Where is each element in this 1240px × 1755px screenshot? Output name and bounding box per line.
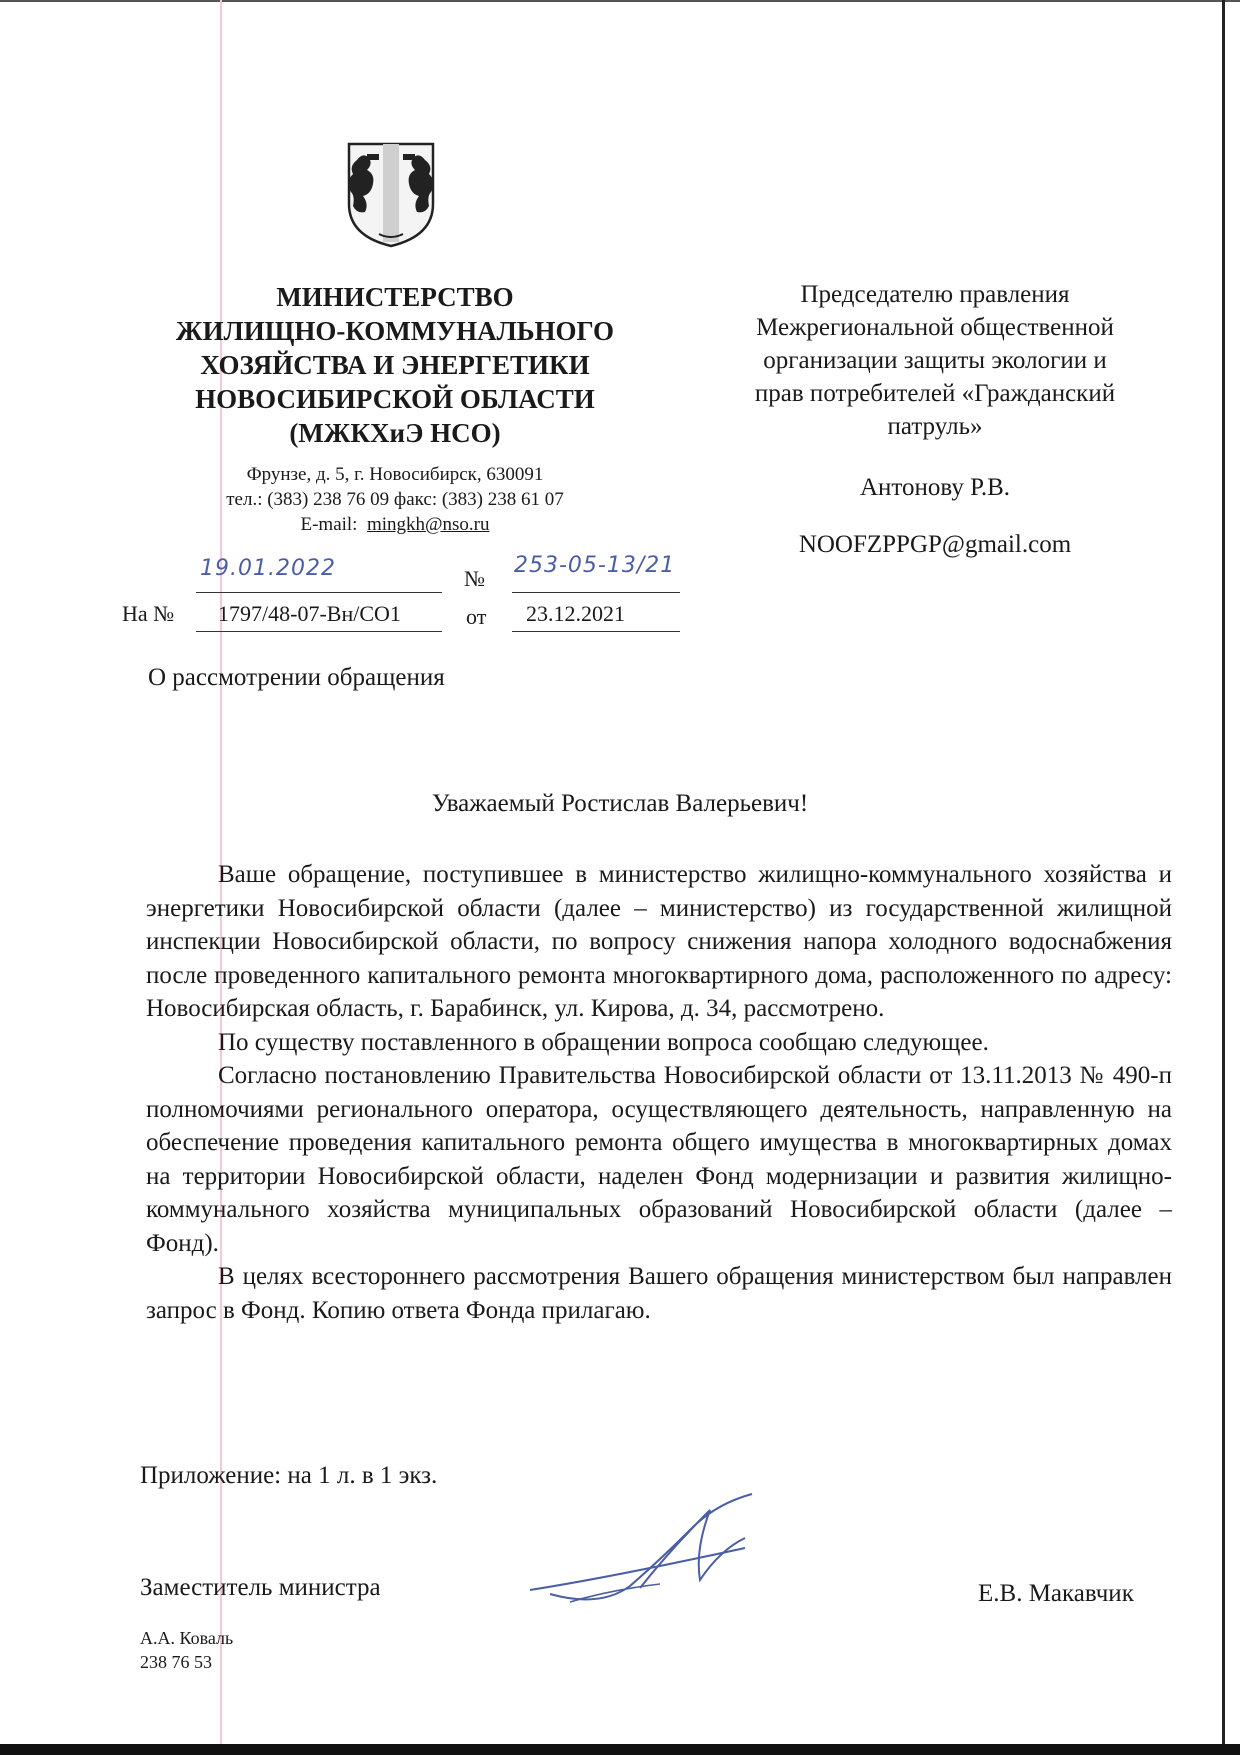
ministry-email-link[interactable]: mingkh@nso.ru [366,514,490,535]
executor-phone: 238 76 53 [140,1652,212,1672]
body-paragraph: По существу поставленного в обращении вопроса сообщаю следующее. [218,1028,989,1056]
executor-name: А.А. Коваль [140,1628,234,1648]
greeting: Уважаемый Ростислав Валерьевич! [431,790,809,817]
ref-date-underline [512,631,680,632]
ministry-line: НОВОСИБИРСКОЙ ОБЛАСТИ [195,384,595,414]
coat-of-arms-icon [345,140,437,250]
ministry-address: Фрунзе, д. 5, г. Новосибирск, 630091 [246,464,544,485]
addressee-line: прав потребителей «Гражданский [754,380,1116,407]
body-paragraph: Согласно постановлению Правительства Новосибирской области от 13.11.2013 № 490-п полномочиями регионального оператора, осуществляющего деятельность, направленную на обеспечение проведения капитального ремонта общего имущества в многоквартирных домах на территории Новосибирской области, наделен Фонд модернизации и развития жилищно-коммунального хозяйства муниципальных образований Новосибирской области (далее – Фонд). [146,1062,1172,1257]
outgoing-date-handwritten: 19.01.2022 [200,556,336,581]
ministry-line: ЖИЛИЩНО-КОММУНАЛЬНОГО [175,316,615,346]
letter-body [146,858,1172,1327]
addressee-block [700,278,1170,561]
reference-date: 23.12.2021 [526,601,625,626]
handwritten-signature [520,1490,770,1620]
subject-line: О рассмотрении обращения [148,664,445,691]
executor-block [140,1626,233,1674]
addressee-line: организации защиты экологии и [763,347,1107,374]
ministry-line: ХОЗЯЙСТВА И ЭНЕРГЕТИКИ [200,350,590,380]
addressee-line: Межрегиональной общественной [756,314,1114,341]
signatory-name: Е.В. Макавчик [978,1580,1134,1607]
date-underline [196,592,442,593]
email-label: E-mail: [300,514,358,535]
number-sign: № [464,566,485,591]
ministry-line: (МЖКХиЭ НСО) [289,418,501,448]
reference-number: 1797/48-07-Вн/СО1 [218,601,401,626]
from-label: от [466,604,487,629]
attachment-note: Приложение: на 1 л. в 1 экз. [140,1462,438,1489]
outgoing-number-handwritten: 253-05-13/21 [514,553,676,578]
scan-bottom-edge [0,1744,1240,1755]
reference-label: На № [122,601,175,626]
scan-top-edge [0,0,1240,2]
ministry-phone: тел.: (383) 238 76 09 факс: (383) 238 61 07 [226,489,564,510]
body-paragraph: В целях всестороннего рассмотрения Вашего обращения министерством был направлен запрос в Фонд. Копию ответа Фонда прилагаю. [146,1263,1172,1324]
signatory-position: Заместитель министра [140,1574,381,1601]
ministry-line: МИНИСТЕРСТВО [276,282,514,312]
addressee-line: патруль» [887,413,983,440]
ref-underline [196,631,442,632]
addressee-name: Антонову Р.В. [859,474,1011,501]
ministry-name [140,280,650,450]
body-paragraph: Ваше обращение, поступившее в министерство жилищно-коммунального хозяйства и энергетики Новосибирской области (далее – министерство) из государственной жилищной инспекции Новосибирской области, по вопросу снижения напора холодного водоснабжения после проведенного капитального ремонта многоквартирного дома, расположенного по адресу: Новосибирская область, г. Барабинск, ул. Кирова, д. 34, рассмотрено. [146,861,1172,1022]
number-underline [512,592,680,593]
scan-right-edge [1222,0,1225,1755]
ministry-contacts [150,462,640,537]
addressee-email: NOOFZPPGP@gmail.com [798,531,1072,558]
ministry-email-row [150,512,640,537]
addressee-line: Председателю правления [800,281,1070,308]
